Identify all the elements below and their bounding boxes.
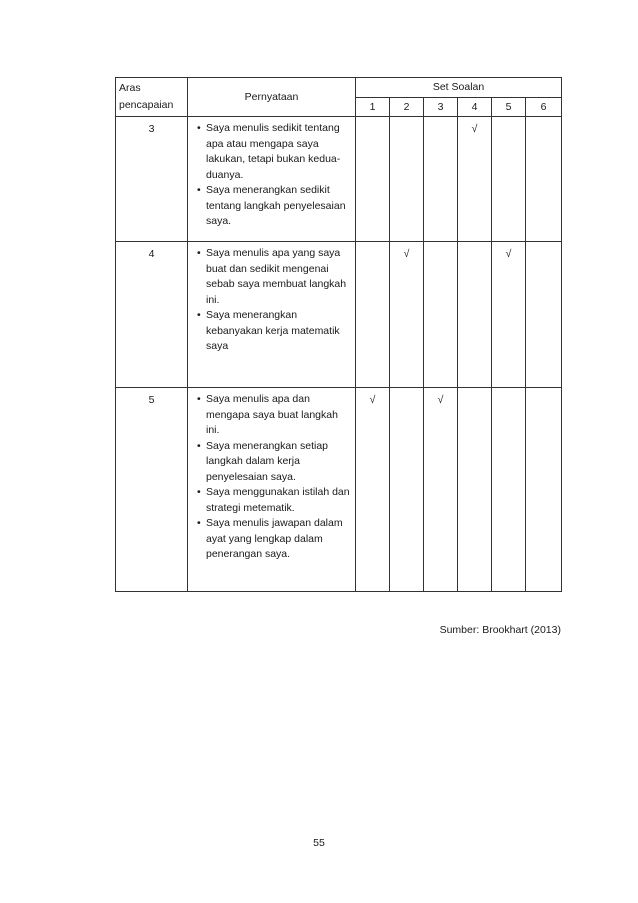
level-cell: 5 [116,388,188,592]
check-cell [526,117,562,242]
check-cell: √ [424,388,458,592]
check-cell [356,117,390,242]
page-number: 55 [313,837,325,849]
statement-cell [188,242,356,388]
check-cell [390,117,424,242]
check-cell [492,388,526,592]
source-citation: Sumber: Brookhart (2013) [439,624,561,636]
check-cell: √ [458,117,492,242]
check-cell [526,388,562,592]
header-set-number: 4 [458,97,492,117]
table-row [116,388,562,592]
check-cell [424,117,458,242]
check-cell [356,242,390,388]
check-cell [390,388,424,592]
table-row [116,242,562,388]
check-cell [458,388,492,592]
header-set-number: 2 [390,97,424,117]
header-set-number: 3 [424,97,458,117]
level-cell: 4 [116,242,188,388]
check-cell [492,117,526,242]
statement-item: • Saya menerangkan kebanyakan kerja matematik saya [192,308,351,355]
statement-item: • Saya menerangkan sedikit tentang langkah penyelesaian saya. [192,183,351,230]
header-statement: Pernyataan [188,78,356,117]
statement-item: • Saya menulis jawapan dalam ayat yang lengkap dalam penerangan saya. [192,516,351,563]
statement-item: • Saya menggunakan istilah dan strategi metematik. [192,485,351,516]
header-set-number: 1 [356,97,390,117]
check-cell: √ [492,242,526,388]
statement-item: • Saya menerangkan setiap langkah dalam kerja penyelesaian saya. [192,439,351,486]
rubric-table [115,77,562,592]
check-cell: √ [356,388,390,592]
header-set-number: 6 [526,97,562,117]
table-row [116,117,562,242]
check-cell [526,242,562,388]
statement-item: • Saya menulis sedikit tentang apa atau mengapa saya lakukan, tetapi bukan kedua-duanya. [192,121,351,183]
statement-item: • Saya menulis apa dan mengapa saya buat langkah ini. [192,392,351,439]
level-cell: 3 [116,117,188,242]
header-level: Aras pencapaian [116,78,188,117]
header-set: Set Soalan [356,78,562,98]
header-set-number: 5 [492,97,526,117]
statement-item: • Saya menulis apa yang saya buat dan sedikit mengenai sebab saya membuat langkah ini. [192,246,351,308]
statement-cell [188,388,356,592]
check-cell [458,242,492,388]
check-cell: √ [390,242,424,388]
statement-cell [188,117,356,242]
check-cell [424,242,458,388]
